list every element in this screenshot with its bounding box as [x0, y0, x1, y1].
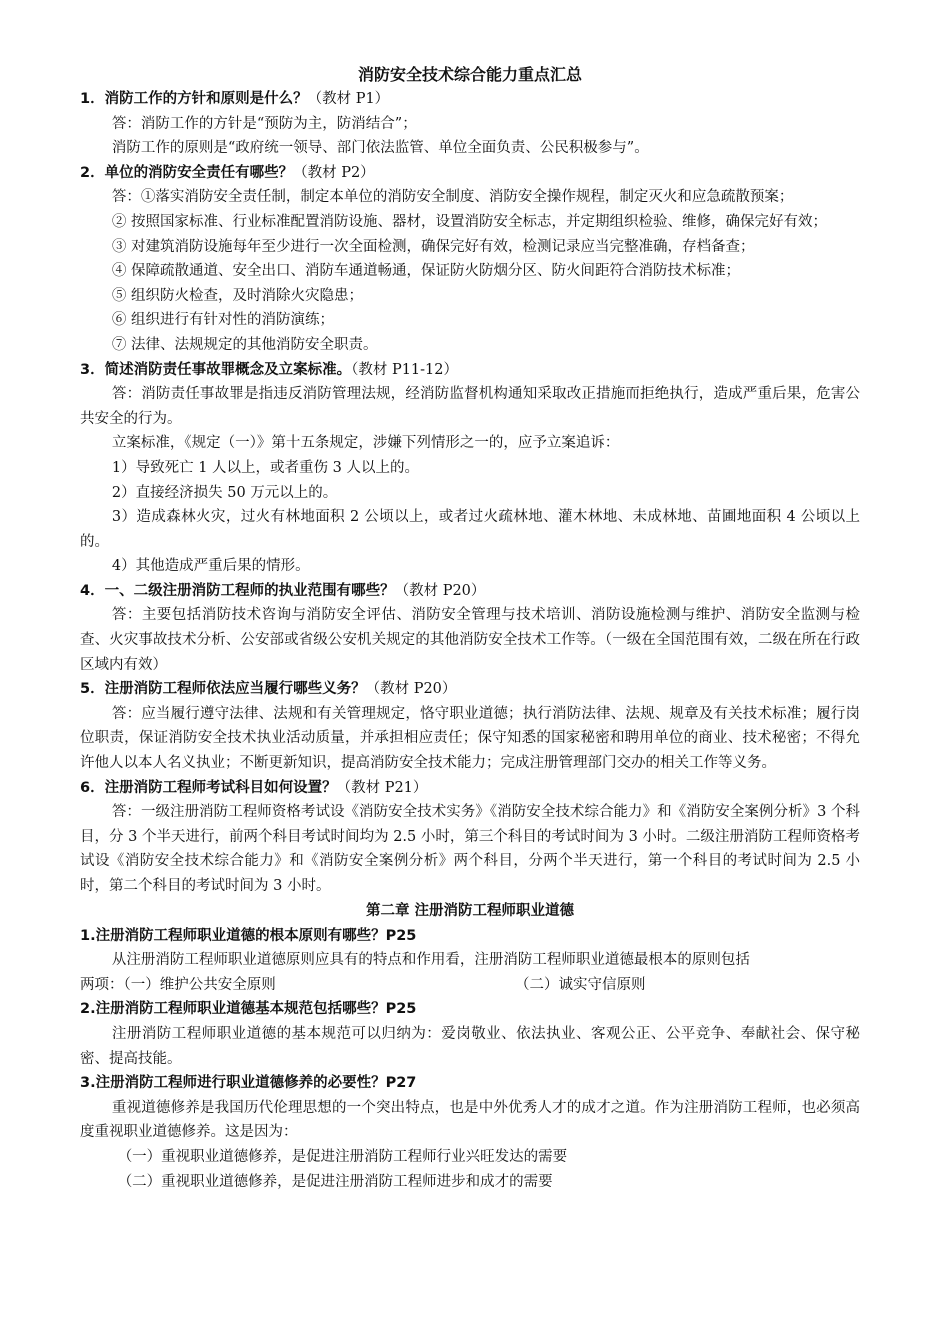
- question-2-text: 2．单位的消防安全责任有哪些？: [80, 164, 294, 181]
- question-4-ref: （教材 P20）: [394, 582, 486, 599]
- chapter-2-answer-3-item: （一）重视职业道德修养，是促进注册消防工程师行业兴旺发达的需要: [117, 1148, 568, 1165]
- answer-2-item: ③ 对建筑消防设施每年至少进行一次全面检测，确保完好有效，检测记录应当完整准确，存档备查；: [111, 238, 755, 255]
- chapter-2-answer-3-item: （二）重视职业道德修养，是促进注册消防工程师进步和成才的需要: [117, 1173, 553, 1190]
- answer-3-standard: 立案标准，《规定（一）》第十五条规定，涉嫌下列情形之一的，应予立案追诉：: [111, 435, 620, 452]
- answer-5: 答：应当履行遵守法律、法规和有关管理规定，恪守职业道德；执行消防法律、法规、规章及有关技术标准；履行岗位职责，保证消防安全技术执业活动质量，并承担相应责任；保守知悉的国家秘密和聘用单位的商业、技术秘密；不得允许他人以本人名义执业；不断更新知识，提高消防安全技术能力；完成注册管理部门交办的相关工作等义务。: [80, 705, 860, 772]
- question-5-ref: （教材 P20）: [365, 681, 457, 698]
- chapter-2-answer-1: 从注册消防工程师职业道德原则应具有的特点和作用看，注册消防工程师职业道德最根本的原则包括: [111, 952, 750, 969]
- question-5-text: 5．注册消防工程师依法应当履行哪些义务？: [80, 681, 366, 698]
- answer-1-line-2: 消防工作的原则是“政府统一领导、部门依法监管、单位全面负责、公民积极参与”。: [111, 140, 649, 157]
- question-4-text: 4．一、二级注册消防工程师的执业范围有哪些？: [80, 582, 395, 599]
- question-5: [80, 677, 860, 702]
- principle-honesty: （二）诚实守信原则: [515, 976, 646, 993]
- answer-2-item: ⑥ 组织进行有针对性的消防演练；: [111, 312, 334, 329]
- answer-3-item: 3）造成森林火灾，过火有林地面积 2 公顷以上，或者过火疏林地、灌木林地、未成林地、苗圃地面积 4 公顷以上的。: [80, 509, 860, 550]
- chapter-2-answer-3: 重视道德修养是我国历代伦理思想的一个突出特点，也是中外优秀人才的成才之道。作为注册消防工程师，也必须高度重视职业道德修养。这是因为：: [80, 1099, 860, 1141]
- question-2-ref: （教材 P2）: [293, 164, 375, 181]
- question-1-ref: （教材 P1）: [307, 91, 390, 107]
- answer-1-line-1: 答：消防工作的方针是“预防为主，防消结合”；: [111, 115, 417, 132]
- question-2: [80, 161, 860, 186]
- answer-2-item: ④ 保障疏散通道、安全出口、消防车通道畅通，保证防火防烟分区、防火间距符合消防技术标准；: [111, 263, 740, 280]
- question-1: [80, 87, 860, 112]
- chapter-2-answer-2: 注册消防工程师职业道德的基本规范可以归纳为：爱岗敬业、依法执业、客观公正、公平竞争、奉献社会、保守秘密、提高技能。: [80, 1025, 860, 1067]
- question-6: [80, 776, 860, 801]
- chapter-2-question-2: 2.注册消防工程师职业道德基本规范包括哪些？P25: [80, 1001, 417, 1018]
- chapter-2-question-3: 3.注册消防工程师进行职业道德修养的必要性？P27: [80, 1075, 417, 1092]
- question-1-text: 1．消防工作的方针和原则是什么？: [80, 91, 308, 107]
- answer-3-item: 2）直接经济损失 50 万元以上的。: [111, 484, 338, 501]
- principle-public-safety: 两项：（一）维护公共安全原则: [80, 976, 276, 993]
- answer-2-item: ⑦ 法律、法规规定的其他消防安全职责。: [111, 336, 378, 353]
- answer-6: 答：一级注册消防工程师资格考试设《消防安全技术实务》《消防安全技术综合能力》和《消防安全案例分析》3 个科目，分 3 个半天进行，前两个科目考试时间均为 2.5 小时，第三个科目的考试时间为 3 小时。二级注册消防工程师资格考试设《消防安全技术综合能力》和《消防安全案例分析》两个科目，分两个半天进行，第一个科目的考试时间为 2.5 小时，第二个科目的考试时间为 3 小时。: [80, 804, 860, 894]
- answer-3-item: 1）导致死亡 1 人以上，或者重伤 3 人以上的。: [111, 459, 420, 476]
- question-3-text: 3．简述消防责任事故罪概念及立案标准。: [80, 361, 352, 378]
- chapter-2-question-1: 1.注册消防工程师职业道德的根本原则有哪些？P25: [80, 927, 417, 944]
- document-title: 消防安全技术综合能力重点汇总: [357, 65, 582, 84]
- answer-2-item: 答：①落实消防安全责任制，制定本单位的消防安全制度、消防安全操作规程，制定灭火和应急疏散预案；: [111, 189, 794, 206]
- question-6-ref: （教材 P21）: [336, 779, 428, 796]
- question-6-text: 6．注册消防工程师考试科目如何设置？: [80, 779, 337, 796]
- question-3-ref: （教材 P11-12）: [351, 361, 459, 378]
- answer-2-item: ⑤ 组织防火检查，及时消除火灾隐患；: [111, 287, 363, 304]
- answer-3-definition: 答：消防责任事故罪是指违反消防管理法规，经消防监督机构通知采取改正措施而拒绝执行，造成严重后果，危害公共安全的行为。: [80, 386, 860, 427]
- question-3: [80, 358, 860, 383]
- chapter-2-principles-row: [80, 973, 860, 998]
- chapter-2-heading: 第二章 注册消防工程师职业道德: [365, 902, 575, 919]
- answer-2-item: ② 按照国家标准、行业标准配置消防设施、器材，设置消防安全标志，并定期组织检验、维修，确保完好有效；: [111, 213, 827, 230]
- answer-4: 答：主要包括消防技术咨询与消防安全评估、消防安全管理与技术培训、消防设施检测与维护、消防安全监测与检查、火灾事故技术分析、公安部或省级公安机关规定的其他消防安全技术工作等。（一级在全国范围有效，二级在所在行政区域内有效）: [80, 607, 860, 673]
- question-4: [80, 579, 860, 604]
- answer-3-item: 4）其他造成严重后果的情形。: [111, 558, 310, 575]
